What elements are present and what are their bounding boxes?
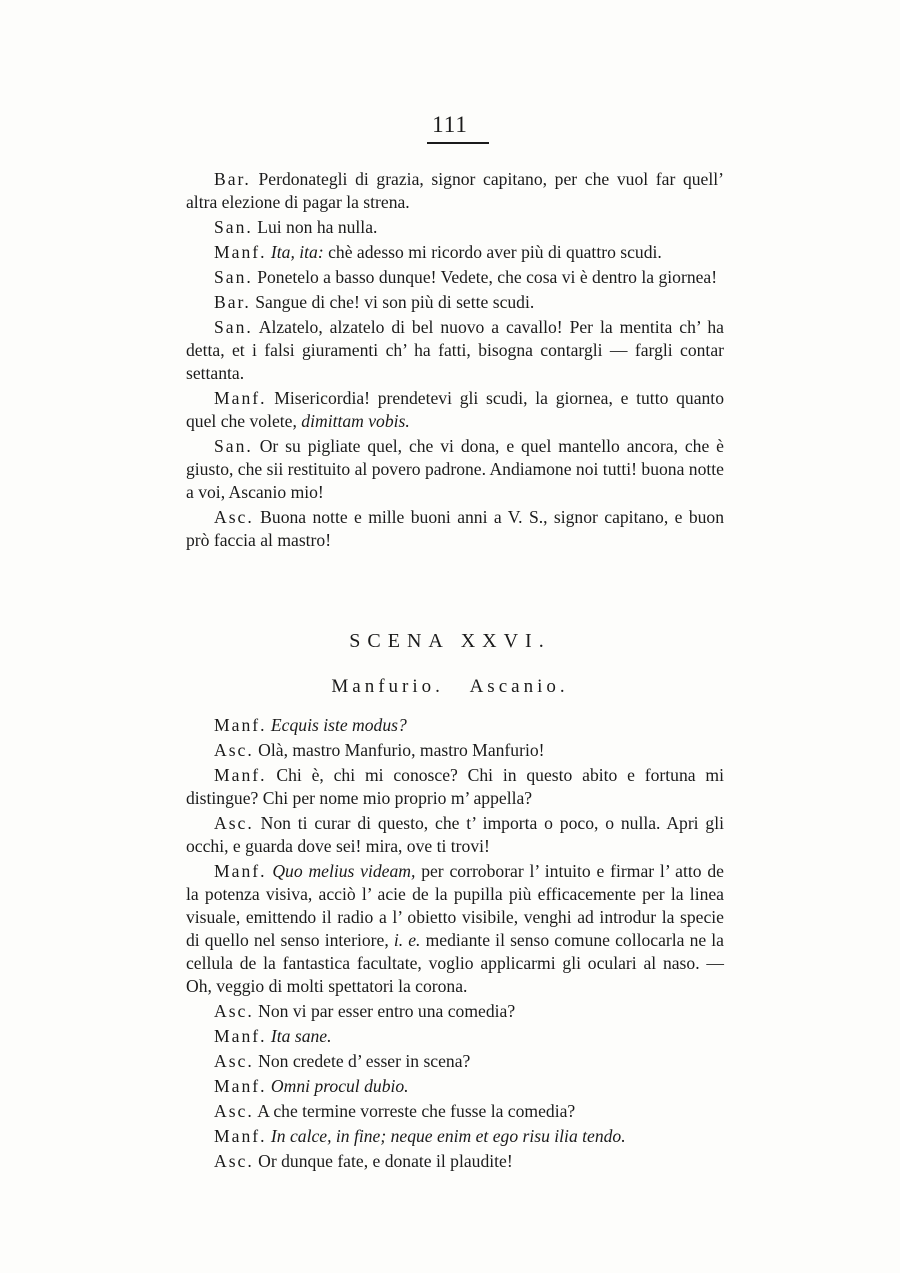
speaker-name: Manf.: [214, 242, 267, 262]
scene-xxv-ending-dialogue: [186, 168, 724, 554]
speech-text: Non vi par esser entro una comedia?: [258, 1001, 516, 1021]
speech: [186, 387, 724, 433]
speech-text: Non ti curar di questo, che t’ importa o poco, o nulla. Apri gli occhi, e guarda dove sei! mira, ove ti trovi!: [186, 813, 724, 856]
scene-title: SCENA XXVI.: [349, 630, 551, 652]
speaker-name: Bar.: [214, 169, 251, 189]
latin-phrase: i. e.: [393, 930, 421, 950]
latin-phrase: In calce, in fine; neque enim et ego risu ilia tendo.: [270, 1126, 626, 1146]
speech: [186, 168, 724, 214]
speaker-name: San.: [214, 436, 253, 456]
speaker-name: Asc.: [214, 1051, 254, 1071]
speech-text: Or su pigliate quel, che vi dona, e quel mantello ancora, che è giusto, che sii restituito al povero padrone. Andiamone noi tutti! buona notte a voi, Ascanio mio!: [186, 436, 724, 502]
speech: [186, 764, 724, 810]
speaker-name: Asc.: [214, 1001, 254, 1021]
latin-phrase: Omni procul dubio.: [270, 1076, 409, 1096]
speaker-name: Manf.: [214, 1126, 267, 1146]
speech: [186, 1000, 724, 1023]
latin-phrase: Quo melius videam,: [272, 861, 416, 881]
speech: [186, 860, 724, 998]
speech: [186, 266, 724, 289]
speaker-name: Manf.: [214, 861, 267, 881]
latin-phrase: Ita sane.: [270, 1026, 332, 1046]
speech: [186, 1100, 724, 1123]
latin-phrase: Ecquis iste modus?: [270, 715, 407, 735]
speaker-name: Asc.: [214, 1101, 254, 1121]
speech: [186, 316, 724, 385]
speaker-name: Asc.: [214, 813, 254, 833]
speech: [186, 435, 724, 504]
speaker-name: Manf.: [214, 1026, 267, 1046]
latin-phrase: dimittam vobis.: [301, 411, 410, 431]
speaker-name: Asc.: [214, 740, 254, 760]
speech-text: Misericordia! prendetevi gli scudi, la giornea, e tutto quanto quel che volete,: [186, 388, 724, 431]
speech: [186, 1025, 724, 1048]
scene-xxvi-dialogue: [186, 714, 724, 1175]
speech-text: Or dunque fate, e donate il plaudite!: [258, 1151, 513, 1171]
speech-text: Ponetelo a basso dunque! Vedete, che cosa vi è dentro la giornea!: [257, 267, 718, 287]
speaker-name: San.: [214, 317, 253, 337]
speaker-name: Manf.: [214, 1076, 267, 1096]
speaker-name: Asc.: [214, 1151, 254, 1171]
speech-text: Non credete d’ esser in scena?: [258, 1051, 471, 1071]
speech-text: Sangue di che! vi son più di sette scudi.: [255, 292, 535, 312]
speaker-name: Bar.: [214, 292, 251, 312]
speech: [186, 812, 724, 858]
speech-text: Olà, mastro Manfurio, mastro Manfurio!: [258, 740, 545, 760]
speech-text: A che termine vorreste che fusse la comedia?: [257, 1101, 576, 1121]
page-number: 111: [432, 112, 468, 137]
speech: [186, 241, 724, 264]
speech-text: mediante il senso comune collocarla ne la cellula de la fantastica facultate, voglio applicarmi gli oculari al naso. — Oh, veggio di molti spettatori la corona.: [186, 930, 724, 996]
speech-text: Alzatelo, alzatelo di bel nuovo a cavallo! Per la mentita ch’ ha detta, et i falsi giuramenti ch’ ha fatti, bisogna contargli — fargli contar settanta.: [186, 317, 724, 383]
speech: [186, 739, 724, 762]
speaker-name: Asc.: [214, 507, 254, 527]
speech: [186, 1050, 724, 1073]
speech: [186, 216, 724, 239]
speaker-name: Manf.: [214, 765, 267, 785]
speech-text: per corroborar l’ intuito e firmar l’ atto de la potenza visiva, acciò l’ acie de la pupilla più efficacemente per la linea visuale, emittendo il radio a l’ obietto visibile, venghi ad introdur la specie di quello nel senso interiore,: [186, 861, 724, 950]
speech: [186, 1075, 724, 1098]
latin-phrase: Ita, ita:: [270, 242, 324, 262]
speech-text: Perdonategli di grazia, signor capitano, per che vuol far quell’ altra elezione di pagar la strena.: [186, 169, 724, 212]
speaker-name: San.: [214, 267, 253, 287]
speech: [186, 1150, 724, 1173]
speech-text: Buona notte e mille buoni anni a V. S., signor capitano, e buon prò faccia al mastro!: [186, 507, 725, 550]
speech-text: Lui non ha nulla.: [257, 217, 378, 237]
speech: [186, 291, 724, 314]
speech: [186, 714, 724, 737]
scene-characters: Manfurio. Ascanio.: [331, 676, 569, 697]
speaker-name: Manf.: [214, 715, 267, 735]
speech-text: Chi è, chi mi conosce? Chi in questo abito e fortuna mi distingue? Chi per nome mio proprio m’ appella?: [186, 765, 724, 808]
speaker-name: Manf.: [214, 388, 267, 408]
speech: [186, 1125, 724, 1148]
speaker-name: San.: [214, 217, 253, 237]
speech: [186, 506, 724, 552]
header-rule: [427, 142, 489, 144]
speech-text: chè adesso mi ricordo aver più di quattro scudi.: [323, 242, 662, 262]
